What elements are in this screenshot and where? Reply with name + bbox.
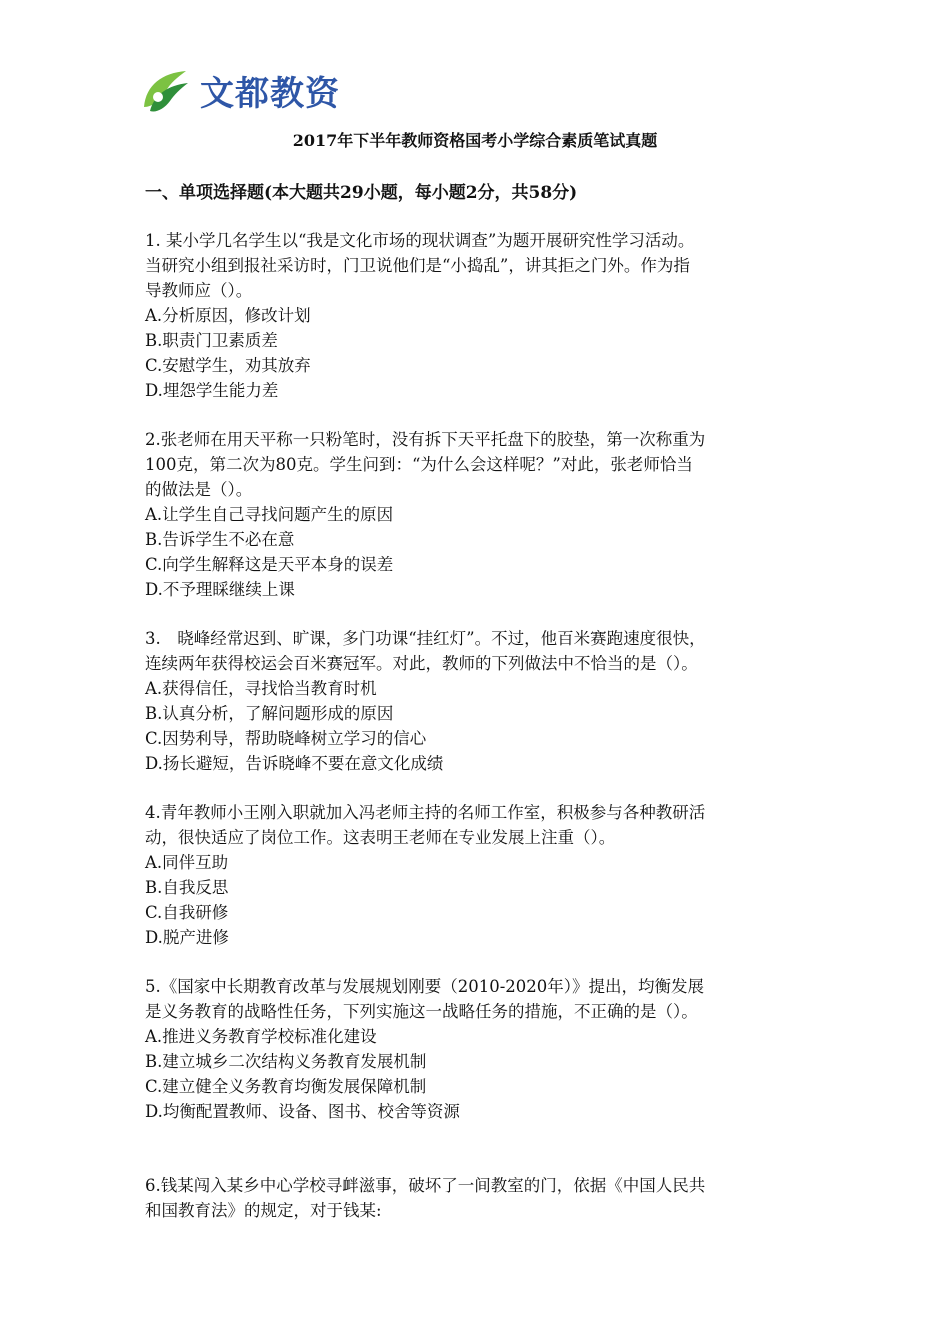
brand-name: 文都教资 <box>200 74 340 114</box>
option-a: A.推进义务教育学校标准化建设 <box>145 1027 377 1046</box>
option-d: D.不予理睬继续上课 <box>145 580 295 599</box>
option-c: C.自我研修 <box>145 903 229 922</box>
option-b: B.告诉学生不必在意 <box>145 530 295 549</box>
question-5 <box>145 974 805 1124</box>
option-a: A.同伴互助 <box>145 853 229 872</box>
option-d: D.扬长避短，告诉晓峰不要在意文化成绩 <box>145 754 444 773</box>
question-stem-line: 动，很快适应了岗位工作。这表明王老师在专业发展上注重（）。 <box>145 828 616 847</box>
document-title: 2017年下半年教师资格国考小学综合素质笔试真题 <box>292 131 658 150</box>
question-stem-line: 当研究小组到报社采访时，门卫说他们是“小捣乱”，讲其拒之门外。作为指 <box>145 256 690 275</box>
option-c: C.建立健全义务教育均衡发展保障机制 <box>145 1077 427 1096</box>
question-1 <box>145 228 805 403</box>
question-stem-line: 100克，第二次为80克。学生问到：“为什么会这样呢？”对此，张老师恰当 <box>145 455 693 474</box>
question-stem-line: 1. 某小学几名学生以“我是文化市场的现状调查”为题开展研究性学习活动。 <box>145 231 695 250</box>
question-stem-line: 6.钱某闯入某乡中心学校寻衅滋事，破坏了一间教室的门，依据《中国人民共 <box>145 1176 706 1195</box>
option-c: C.向学生解释这是天平本身的误差 <box>145 555 394 574</box>
question-stem-line: 5.《国家中长期教育改革与发展规划刚要（2010-2020年）》提出，均衡发展 <box>145 977 705 996</box>
option-b: B.认真分析，了解问题形成的原因 <box>145 704 394 723</box>
option-b: B.建立城乡二次结构义务教育发展机制 <box>145 1052 427 1071</box>
question-stem-line: 3. 晓峰经常迟到、旷课，多门功课“挂红灯”。不过，他百米赛跑速度很快， <box>145 629 706 648</box>
question-3 <box>145 626 805 776</box>
option-c: C.安慰学生，劝其放弃 <box>145 356 311 375</box>
option-d: D.脱产进修 <box>145 928 229 947</box>
leaf-logo-icon <box>140 67 192 115</box>
option-d: D.均衡配置教师、设备、图书、校舍等资源 <box>145 1102 460 1121</box>
brand-logo <box>140 66 340 115</box>
question-2 <box>145 427 805 602</box>
question-stem-line: 连续两年获得校运会百米赛冠军。对此，教师的下列做法中不恰当的是（）。 <box>145 654 698 673</box>
option-b: B.自我反思 <box>145 878 229 897</box>
option-a: A.获得信任，寻找恰当教育时机 <box>145 679 377 698</box>
question-stem-line: 2.张老师在用天平称一只粉笔时，没有拆下天平托盘下的胶垫，第一次称重为 <box>145 430 706 449</box>
question-stem-line: 导教师应（）。 <box>145 281 253 300</box>
option-a: A.分析原因，修改计划 <box>145 306 311 325</box>
option-d: D.埋怨学生能力差 <box>145 381 279 400</box>
question-4 <box>145 800 805 950</box>
question-stem-line: 的做法是（）。 <box>145 480 253 499</box>
option-b: B.职责门卫素质差 <box>145 331 278 350</box>
section-heading: 一、单项选择题(本大题共29小题，每小题2分，共58分) <box>145 183 578 203</box>
option-a: A.让学生自己寻找问题产生的原因 <box>145 505 394 524</box>
question-stem-line: 和国教育法》的规定，对于钱某: <box>145 1201 382 1220</box>
question-stem-line: 是义务教育的战略性任务，下列实施这一战略任务的措施，不正确的是（）。 <box>145 1002 698 1021</box>
question-stem-line: 4.青年教师小王刚入职就加入冯老师主持的名师工作室，积极参与各种教研活 <box>145 803 706 822</box>
question-6 <box>145 1173 805 1223</box>
option-c: C.因势利导，帮助晓峰树立学习的信心 <box>145 729 427 748</box>
